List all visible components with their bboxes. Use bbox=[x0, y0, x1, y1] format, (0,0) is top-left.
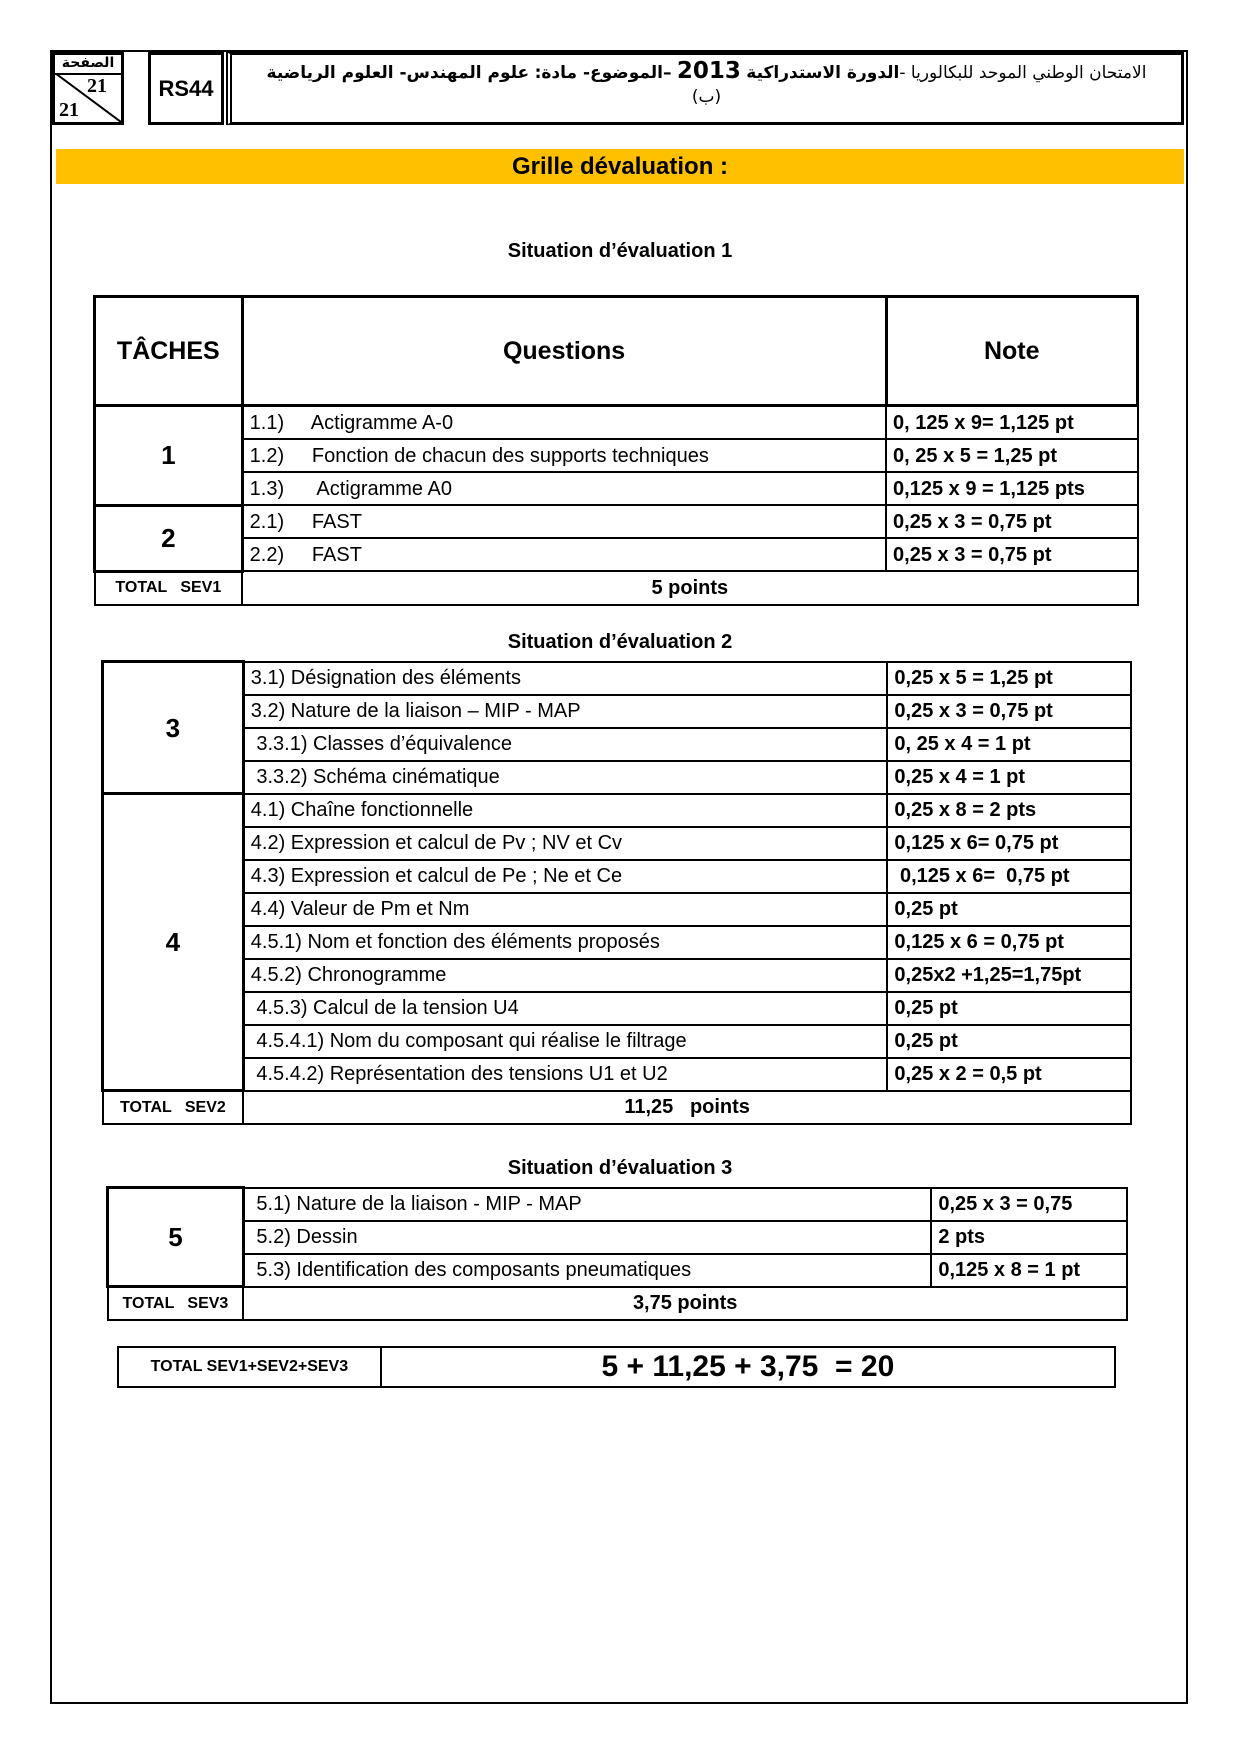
page-number-box bbox=[52, 52, 124, 125]
page-label: الصفحة bbox=[55, 55, 121, 75]
table-row bbox=[108, 1221, 1128, 1254]
question-cell: 4.5.2) Chronogramme bbox=[243, 959, 887, 992]
table-row bbox=[95, 439, 1138, 472]
sev1-table bbox=[93, 295, 1139, 606]
note-cell: 0,125 x 6= 0,75 pt bbox=[887, 827, 1131, 860]
question-cell: 1.3) Actigramme A0 bbox=[242, 472, 886, 505]
note-cell: 0,25 x 4 = 1 pt bbox=[887, 761, 1131, 794]
total-value: 5 points bbox=[242, 571, 1137, 605]
sev2-table bbox=[101, 660, 1132, 1125]
question-cell: 4.5.1) Nom et fonction des éléments proposés bbox=[243, 926, 887, 959]
total-label: TOTAL SEV3 bbox=[108, 1287, 244, 1321]
question-cell: 1.2) Fonction de chacun des supports techniques bbox=[242, 439, 886, 472]
total-value: 11,25 points bbox=[243, 1091, 1131, 1125]
question-cell: 4.3) Expression et calcul de Pe ; Ne et Ce bbox=[243, 860, 887, 893]
note-cell: 0,125 x 6 = 0,75 pt bbox=[887, 926, 1131, 959]
question-cell: 3.3.2) Schéma cinématique bbox=[243, 761, 887, 794]
total-row bbox=[95, 571, 1138, 605]
task-number: 4 bbox=[103, 794, 244, 1091]
title-option: (ب) bbox=[691, 87, 722, 107]
question-cell: 4.4) Valeur de Pm et Nm bbox=[243, 893, 887, 926]
total-value: 3,75 points bbox=[243, 1287, 1127, 1321]
table-row bbox=[103, 827, 1132, 860]
note-cell: 0,125 x 8 = 1 pt bbox=[931, 1254, 1127, 1287]
note-cell: 0,25 x 2 = 0,5 pt bbox=[887, 1058, 1131, 1091]
table-row bbox=[103, 959, 1132, 992]
page-title: Grille dévaluation : bbox=[56, 149, 1184, 184]
table-row bbox=[103, 761, 1132, 794]
grand-total-label: TOTAL SEV1+SEV2+SEV3 bbox=[118, 1347, 381, 1387]
question-cell: 5.3) Identification des composants pneumatiques bbox=[243, 1254, 931, 1287]
table-row bbox=[95, 472, 1138, 505]
table-row bbox=[108, 1254, 1128, 1287]
table-row bbox=[103, 893, 1132, 926]
question-cell: 2.1) FAST bbox=[242, 505, 886, 538]
question-cell: 4.5.3) Calcul de la tension U4 bbox=[243, 992, 887, 1025]
table-row bbox=[103, 926, 1132, 959]
total-row bbox=[103, 1091, 1132, 1125]
title-year: 2013 bbox=[676, 58, 741, 84]
task-number: 2 bbox=[95, 505, 243, 571]
grand-total-row bbox=[118, 1347, 1115, 1387]
table-row bbox=[103, 1058, 1132, 1091]
task-number: 3 bbox=[103, 662, 244, 794]
note-cell: 0, 25 x 4 = 1 pt bbox=[887, 728, 1131, 761]
question-cell: 3.3.1) Classes d’équivalence bbox=[243, 728, 887, 761]
title-subject: علوم المهندس- العلوم الرياضية bbox=[266, 63, 530, 83]
note-cell: 0,25 x 3 = 0,75 pt bbox=[886, 538, 1137, 571]
sev3-table bbox=[106, 1186, 1128, 1321]
sev2-title: Situation d’évaluation 2 bbox=[507, 631, 733, 653]
note-cell: 0,125 x 9 = 1,125 pts bbox=[886, 472, 1137, 505]
exam-code: RS44 bbox=[148, 52, 224, 125]
question-cell: 2.2) FAST bbox=[242, 538, 886, 571]
question-cell: 5.1) Nature de la liaison - MIP - MAP bbox=[243, 1188, 931, 1221]
note-cell: 0,25 x 3 = 0,75 bbox=[931, 1188, 1127, 1221]
note-cell: 0,25 x 5 = 1,25 pt bbox=[887, 662, 1131, 695]
note-cell: 0,25 pt bbox=[887, 893, 1131, 926]
table-row bbox=[108, 1188, 1128, 1221]
note-cell: 0,25 pt bbox=[887, 992, 1131, 1025]
exam-title bbox=[226, 52, 1184, 125]
note-cell: 0,25 x 3 = 0,75 pt bbox=[886, 505, 1137, 538]
table-row bbox=[95, 505, 1138, 538]
table-row bbox=[103, 794, 1132, 827]
question-cell: 4.1) Chaîne fonctionnelle bbox=[243, 794, 887, 827]
header-taches: TÂCHES bbox=[95, 297, 243, 406]
question-cell: 4.2) Expression et calcul de Pv ; NV et Cv bbox=[243, 827, 887, 860]
grand-total-value: 5 + 11,25 + 3,75 = 20 bbox=[381, 1347, 1115, 1387]
total-label: TOTAL SEV1 bbox=[95, 571, 243, 605]
title-session: الدورة الاستدراكية bbox=[746, 63, 900, 83]
table-row bbox=[95, 538, 1138, 571]
table-row bbox=[103, 695, 1132, 728]
table-row bbox=[103, 1025, 1132, 1058]
question-cell: 4.5.4.2) Représentation des tensions U1 et U2 bbox=[243, 1058, 887, 1091]
table-row bbox=[103, 992, 1132, 1025]
sev1-title: Situation d’évaluation 1 bbox=[507, 240, 733, 262]
note-cell: 0, 125 x 9= 1,125 pt bbox=[886, 406, 1137, 440]
note-cell: 0,25x2 +1,25=1,75pt bbox=[887, 959, 1131, 992]
page-current: 21 bbox=[87, 75, 107, 97]
total-row bbox=[108, 1287, 1128, 1321]
sev3-title: Situation d’évaluation 3 bbox=[507, 1157, 733, 1179]
note-cell: 0,25 x 3 = 0,75 pt bbox=[887, 695, 1131, 728]
header-questions: Questions bbox=[242, 297, 886, 406]
grand-total-table bbox=[117, 1346, 1116, 1388]
table-row bbox=[103, 860, 1132, 893]
question-cell: 3.2) Nature de la liaison – MIP - MAP bbox=[243, 695, 887, 728]
header-note: Note bbox=[886, 297, 1137, 406]
note-cell: 0,25 x 8 = 2 pts bbox=[887, 794, 1131, 827]
note-cell: 0, 25 x 5 = 1,25 pt bbox=[886, 439, 1137, 472]
question-cell: 5.2) Dessin bbox=[243, 1221, 931, 1254]
task-number: 5 bbox=[108, 1188, 244, 1287]
table-row bbox=[103, 728, 1132, 761]
question-cell: 1.1) Actigramme A-0 bbox=[242, 406, 886, 440]
note-cell: 2 pts bbox=[931, 1221, 1127, 1254]
question-cell: 4.5.4.1) Nom du composant qui réalise le filtrage bbox=[243, 1025, 887, 1058]
page-total: 21 bbox=[59, 99, 79, 121]
table-row bbox=[103, 662, 1132, 695]
note-cell: 0,25 pt bbox=[887, 1025, 1131, 1058]
question-cell: 3.1) Désignation des éléments bbox=[243, 662, 887, 695]
title-part2: –الموضوع- مادة: bbox=[534, 63, 672, 83]
title-part1: الامتحان الوطني الموحد للبكالوريا - bbox=[899, 63, 1147, 83]
note-cell: 0,125 x 6= 0,75 pt bbox=[887, 860, 1131, 893]
total-label: TOTAL SEV2 bbox=[103, 1091, 244, 1125]
table-row bbox=[95, 406, 1138, 440]
task-number: 1 bbox=[95, 406, 243, 506]
